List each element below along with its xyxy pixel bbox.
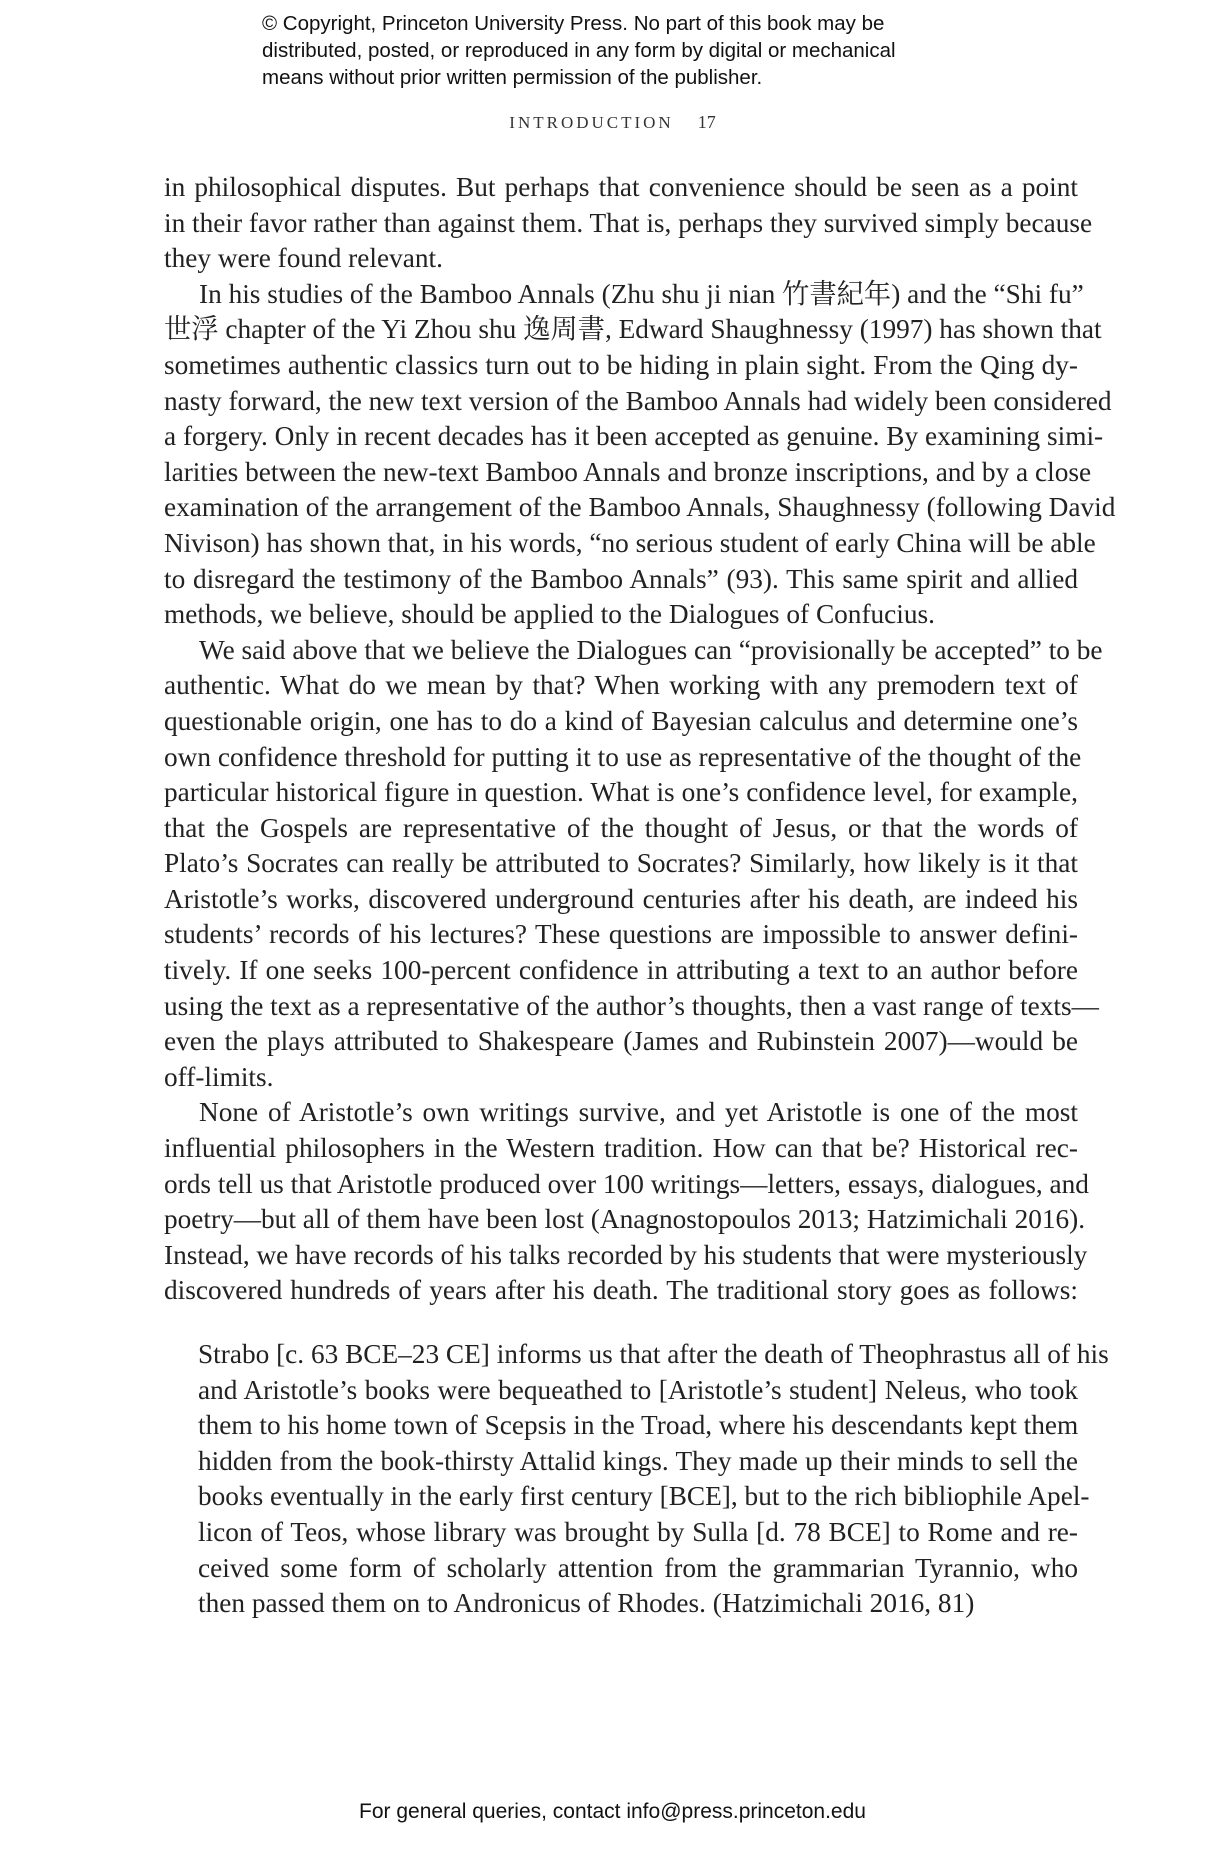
text-line: students’ records of his lectures? These questions are impossible to answer defini-: [164, 919, 1078, 950]
quote-line: ceived some form of scholarly attention from the grammarian Tyrannio, who: [198, 1552, 1078, 1583]
text-line: that the Gospels are representative of the thought of Jesus, or that the words of: [164, 812, 1078, 843]
quote-line: Strabo [c. 63 BCE–23 CE] informs us that after the death of Theophrastus all of his: [198, 1339, 1109, 1369]
text-line: in their favor rather than against them. That is, perhaps they survived simply because: [164, 207, 1093, 238]
text-line: to disregard the testimony of the Bamboo Annals” (93). This same spirit and allied: [164, 563, 1078, 594]
text-line: ords tell us that Aristotle produced over 100 writings—letters, essays, dialogues, and: [164, 1168, 1089, 1199]
text-line: a forgery. Only in recent decades has it been accepted as genuine. By examining simi-: [164, 421, 1104, 452]
text-line: in philosophical disputes. But perhaps that convenience should be seen as a point: [164, 172, 1078, 202]
text-line: Instead, we have records of his talks recorded by his students that were mysteriously: [164, 1239, 1088, 1270]
text-line: examination of the arrangement of the Bamboo Annals, Shaughnessy (following David: [164, 492, 1116, 523]
text-line: None of Aristotle’s own writings survive, and yet Aristotle is one of the most: [199, 1097, 1078, 1128]
text-line: 世浮 chapter of the Yi Zhou shu 逸周書, Edward Shaughnessy (1997) has shown that: [164, 314, 1102, 345]
quote-line: them to his home town of Scepsis in the Troad, where his descendants kept them: [198, 1410, 1079, 1441]
chapter-title: INTRODUCTION: [509, 113, 674, 132]
text-line: Aristotle’s works, discovered underground centuries after his death, are indeed his: [164, 883, 1078, 914]
page-number: 17: [697, 112, 716, 132]
text-line: even the plays attributed to Shakespeare (James and Rubinstein 2007)—would be: [164, 1026, 1078, 1057]
footer-contact: For general queries, contact info@press.princeton.edu: [359, 1800, 866, 1823]
running-head: [0, 112, 1225, 133]
quote-line: hidden from the book-thirsty Attalid kings. They made up their minds to sell the: [198, 1445, 1078, 1476]
text-line: own confidence threshold for putting it to use as representative of the thought of the: [164, 741, 1082, 772]
quote-line: and Aristotle’s books were bequeathed to [Aristotle’s student] Neleus, who took: [198, 1374, 1078, 1405]
text-line: questionable origin, one has to do a kind of Bayesian calculus and determine one’s: [164, 705, 1078, 736]
text-line: Nivison) has shown that, in his words, “no serious student of early China will be able: [164, 527, 1096, 558]
text-line: using the text as a representative of the author’s thoughts, then a vast range of texts—: [164, 990, 1099, 1021]
text-line: nasty forward, the new text version of the Bamboo Annals had widely been considered: [164, 385, 1112, 416]
text-line: larities between the new-text Bamboo Annals and bronze inscriptions, and by a close: [164, 456, 1092, 487]
copyright-line: means without prior written permission of the publisher.: [262, 66, 763, 89]
copyright-line: © Copyright, Princeton University Press. No part of this book may be: [262, 12, 885, 35]
copyright-notice: [262, 10, 1022, 91]
text-line: In his studies of the Bamboo Annals (Zhu shu ji nian 竹書紀年) and the “Shi fu”: [199, 278, 1084, 309]
quote-line: books eventually in the early first century [BCE], but to the rich bibliophile Apel-: [198, 1481, 1090, 1512]
text-line: We said above that we believe the Dialogues can “provisionally be accepted” to be: [199, 634, 1103, 665]
text-line: influential philosophers in the Western tradition. How can that be? Historical rec-: [164, 1133, 1078, 1164]
text-line: Plato’s Socrates can really be attributed to Socrates? Similarly, how likely is it that: [164, 848, 1078, 879]
text-line: particular historical figure in question. What is one’s confidence level, for example,: [164, 777, 1078, 808]
text-line: authentic. What do we mean by that? When working with any premodern text of: [164, 670, 1078, 701]
copyright-line: distributed, posted, or reproduced in any form by digital or mechanical: [262, 39, 896, 62]
text-line: they were found relevant.: [164, 243, 443, 274]
quote-line: then passed them on to Andronicus of Rhodes. (Hatzimichali 2016, 81): [198, 1588, 975, 1619]
text-line: poetry—but all of them have been lost (Anagnostopoulos 2013; Hatzimichali 2016).: [164, 1204, 1086, 1235]
text-line: discovered hundreds of years after his death. The traditional story goes as follows:: [164, 1275, 1078, 1306]
text-line: off-limits.: [164, 1061, 274, 1092]
block-quote: [198, 1337, 1109, 1622]
text-line: methods, we believe, should be applied to the Dialogues of Confucius.: [164, 599, 935, 630]
text-line: tively. If one seeks 100-percent confidence in attributing a text to an author before: [164, 955, 1078, 986]
body-text: [164, 170, 1116, 1309]
quote-line: licon of Teos, whose library was brought by Sulla [d. 78 BCE] to Rome and re-: [198, 1516, 1078, 1547]
text-line: sometimes authentic classics turn out to be hiding in plain sight. From the Qing dy-: [164, 349, 1078, 380]
